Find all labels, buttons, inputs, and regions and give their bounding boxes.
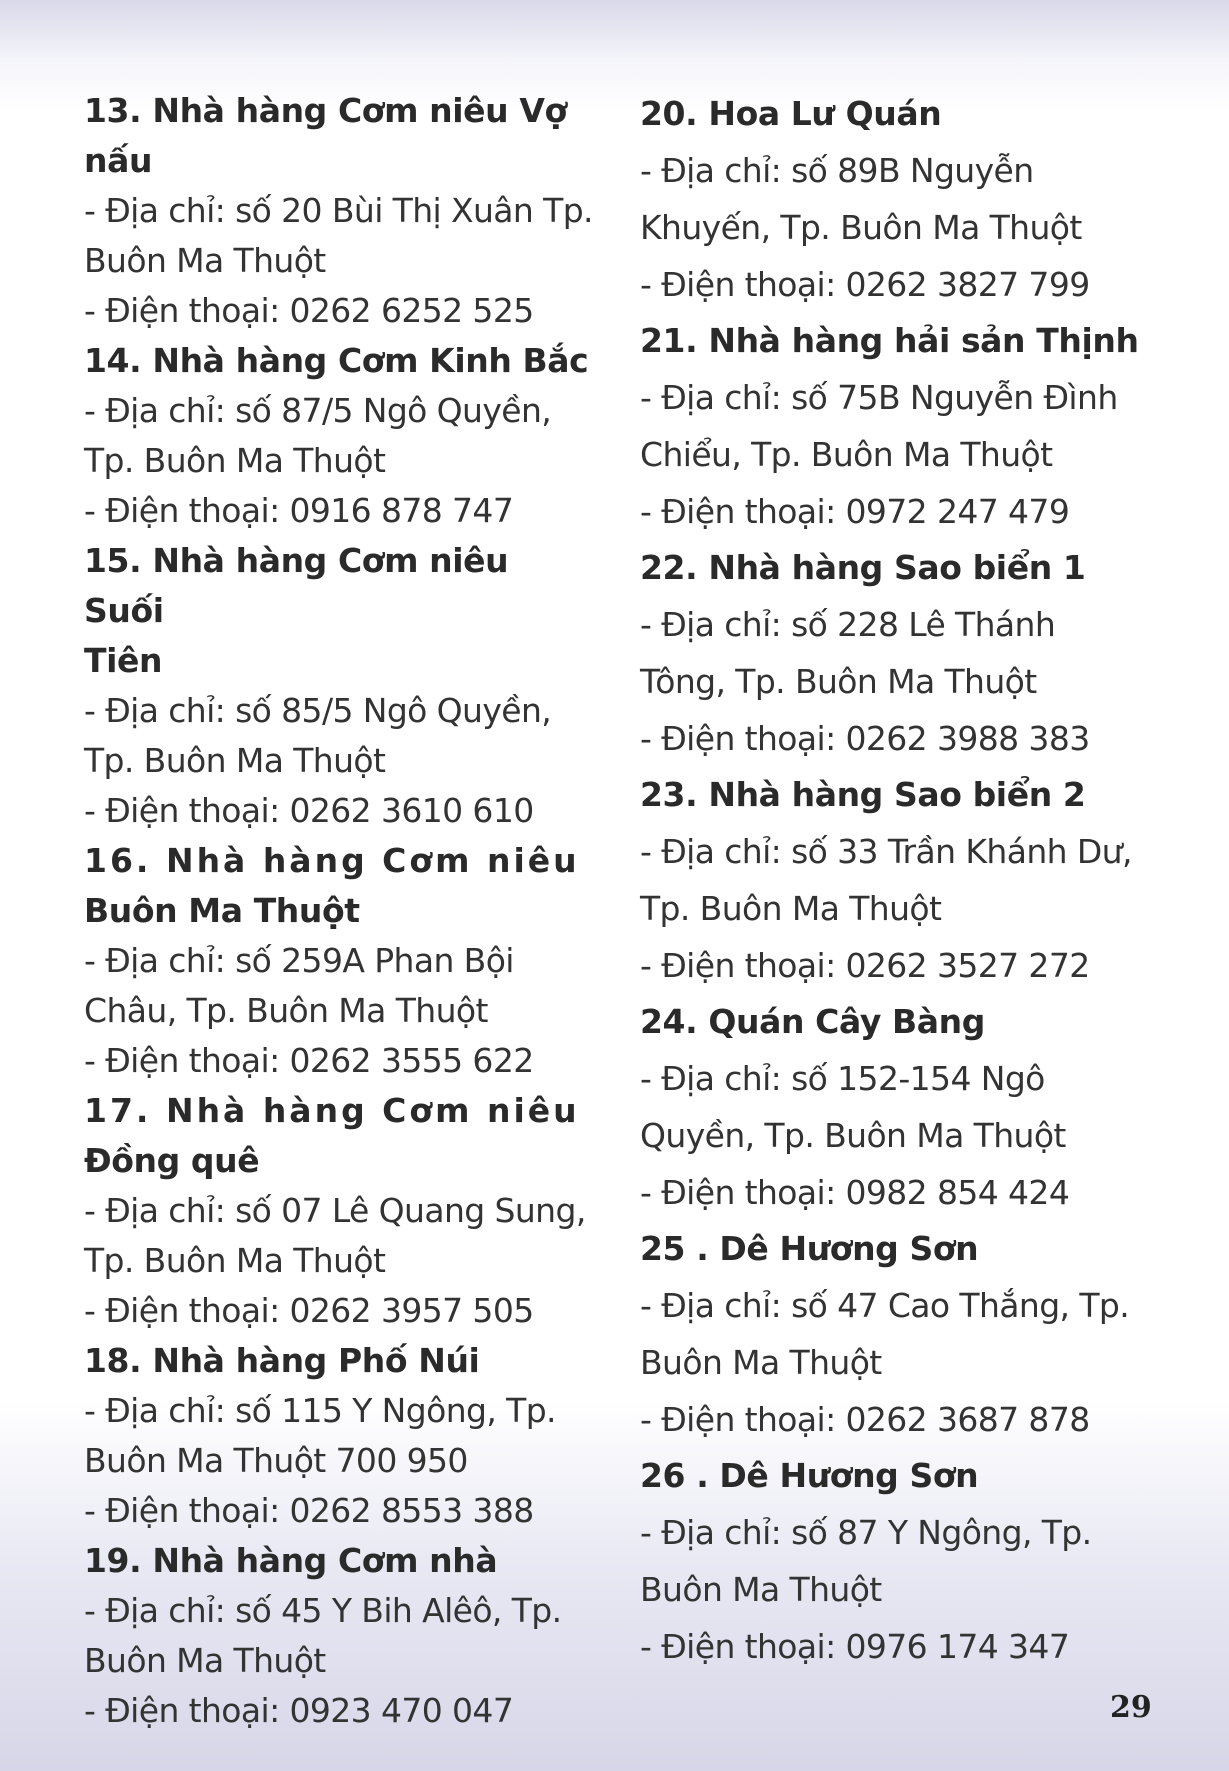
restaurant-entry [640, 767, 1148, 994]
restaurant-address-cont: Quyền, Tp. Buôn Ma Thuột [640, 1116, 1066, 1155]
restaurant-entry [640, 1221, 1148, 1448]
restaurant-name-cont: Buôn Ma Thuột [84, 891, 360, 930]
restaurant-name: 22. Nhà hàng Sao biển 1 [640, 548, 1086, 587]
restaurant-name: 20. Hoa Lư Quán [640, 94, 942, 133]
restaurant-phone: - Điện thoại: 0262 6252 525 [84, 291, 534, 330]
restaurant-address: - Địa chỉ: số 45 Y Bih Alêô, Tp. [84, 1591, 562, 1630]
restaurant-name: 26 . Dê Hương Sơn [640, 1456, 979, 1495]
restaurant-phone: - Điện thoại: 0262 3827 799 [640, 265, 1090, 304]
restaurant-address: - Địa chỉ: số 87/5 Ngô Quyền, [84, 391, 552, 430]
left-column [84, 86, 596, 1736]
restaurant-phone: - Điện thoại: 0262 3527 272 [640, 946, 1090, 985]
restaurant-phone: - Điện thoại: 0923 470 047 [84, 1691, 514, 1730]
restaurant-name: 14. Nhà hàng Cơm Kinh Bắc [84, 341, 589, 380]
restaurant-address: - Địa chỉ: số 87 Y Ngông, Tp. [640, 1513, 1092, 1552]
restaurant-address-cont: Buôn Ma Thuột [640, 1570, 882, 1609]
restaurant-entry [84, 336, 596, 536]
restaurant-phone: - Điện thoại: 0262 3988 383 [640, 719, 1090, 758]
restaurant-phone: - Điện thoại: 0262 8553 388 [84, 1491, 534, 1530]
right-column [640, 86, 1148, 1675]
restaurant-phone: - Điện thoại: 0262 3555 622 [84, 1041, 534, 1080]
restaurant-entry [84, 86, 596, 336]
restaurant-phone: - Điện thoại: 0262 3687 878 [640, 1400, 1090, 1439]
restaurant-address-cont: Châu, Tp. Buôn Ma Thuột [84, 991, 488, 1030]
restaurant-phone: - Điện thoại: 0972 247 479 [640, 492, 1070, 531]
restaurant-name: 15. Nhà hàng Cơm niêu Suối [84, 541, 509, 630]
restaurant-entry [640, 86, 1148, 313]
restaurant-address: - Địa chỉ: số 228 Lê Thánh [640, 605, 1056, 644]
restaurant-entry [84, 836, 596, 1086]
restaurant-entry [640, 994, 1148, 1221]
restaurant-name: 16. Nhà hàng Cơm niêu [84, 841, 580, 880]
restaurant-entry [84, 1086, 596, 1336]
restaurant-name-cont: nấu [84, 141, 153, 180]
restaurant-address-cont: Tp. Buôn Ma Thuột [84, 441, 386, 480]
restaurant-entry [84, 1536, 596, 1736]
restaurant-name: 25 . Dê Hương Sơn [640, 1229, 979, 1268]
restaurant-phone: - Điện thoại: 0982 854 424 [640, 1173, 1070, 1212]
restaurant-name: 13. Nhà hàng Cơm niêu Vợ [84, 91, 567, 130]
restaurant-address-cont: Tp. Buôn Ma Thuột [640, 889, 942, 928]
restaurant-address-cont: Buôn Ma Thuột [640, 1343, 882, 1382]
restaurant-address: - Địa chỉ: số 33 Trần Khánh Dư, [640, 832, 1132, 871]
restaurant-address: - Địa chỉ: số 152-154 Ngô [640, 1059, 1045, 1098]
restaurant-address: - Địa chỉ: số 259A Phan Bội [84, 941, 514, 980]
restaurant-entry [640, 313, 1148, 540]
restaurant-address-cont: Chiểu, Tp. Buôn Ma Thuột [640, 435, 1053, 474]
restaurant-phone: - Điện thoại: 0262 3957 505 [84, 1291, 534, 1330]
restaurant-address-cont: Tp. Buôn Ma Thuột [84, 741, 386, 780]
restaurant-entry [640, 540, 1148, 767]
restaurant-phone: - Điện thoại: 0262 3610 610 [84, 791, 534, 830]
restaurant-entry [84, 536, 596, 836]
restaurant-address: - Địa chỉ: số 89B Nguyễn [640, 151, 1034, 190]
restaurant-address-cont: Buôn Ma Thuột [84, 1641, 326, 1680]
restaurant-address: - Địa chỉ: số 47 Cao Thắng, Tp. [640, 1286, 1130, 1325]
restaurant-address: - Địa chỉ: số 07 Lê Quang Sung, [84, 1191, 586, 1230]
restaurant-address: - Địa chỉ: số 85/5 Ngô Quyền, [84, 691, 552, 730]
restaurant-name: 19. Nhà hàng Cơm nhà [84, 1541, 498, 1580]
restaurant-entry [84, 1336, 596, 1536]
restaurant-name: 21. Nhà hàng hải sản Thịnh [640, 321, 1139, 360]
restaurant-address: - Địa chỉ: số 20 Bùi Thị Xuân Tp. [84, 191, 593, 230]
restaurant-entry [640, 1448, 1148, 1675]
page-number: 29 [1110, 1690, 1152, 1725]
restaurant-name-cont: Đồng quê [84, 1141, 260, 1180]
restaurant-address-cont: Tông, Tp. Buôn Ma Thuột [640, 662, 1037, 701]
restaurant-address-cont: Buôn Ma Thuột [84, 241, 326, 280]
restaurant-address: - Địa chỉ: số 75B Nguyễn Đình [640, 378, 1118, 417]
restaurant-name: 24. Quán Cây Bàng [640, 1002, 985, 1041]
restaurant-name-cont: Tiên [84, 641, 163, 680]
restaurant-name: 23. Nhà hàng Sao biển 2 [640, 775, 1086, 814]
restaurant-name: 17. Nhà hàng Cơm niêu [84, 1091, 580, 1130]
restaurant-address-cont: Khuyến, Tp. Buôn Ma Thuột [640, 208, 1082, 247]
restaurant-name: 18. Nhà hàng Phố Núi [84, 1341, 480, 1380]
restaurant-address: - Địa chỉ: số 115 Y Ngông, Tp. [84, 1391, 556, 1430]
restaurant-address-cont: Tp. Buôn Ma Thuột [84, 1241, 386, 1280]
restaurant-phone: - Điện thoại: 0976 174 347 [640, 1627, 1070, 1666]
restaurant-address-cont: Buôn Ma Thuột 700 950 [84, 1441, 468, 1480]
restaurant-phone: - Điện thoại: 0916 878 747 [84, 491, 514, 530]
